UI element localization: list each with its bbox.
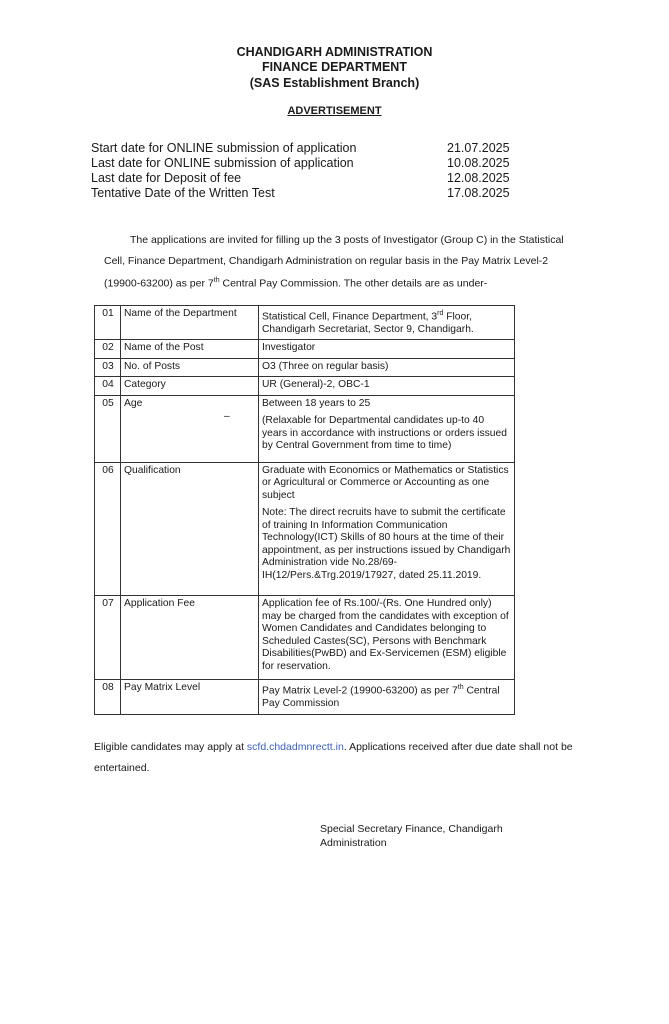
- row-label: Pay Matrix Level: [121, 680, 259, 714]
- eligible-text-b: . Applications received after due date shall not be entertained.: [94, 741, 573, 774]
- header-organisation: CHANDIGARH ADMINISTRATION: [236, 45, 433, 59]
- row-value: Graduate with Economics or Mathematics or Statistics or Agricultural or Commerce or Accounting as one subject Note: The direct recruits have to submit the certificate of training In Information Communication Technology(ICT) Skills of 80 hours at the time of their appointment, as per instructions issued by Chandigarh Administration vide No.28/69-IH(12/Pers.&Trg.2019/17927, dated 25.11.2019.: [259, 462, 515, 596]
- schedule-row: [91, 156, 531, 171]
- schedule-date: 17.08.2025: [447, 186, 510, 200]
- table-row: [95, 340, 515, 359]
- schedule-row: [91, 171, 531, 186]
- application-website-link[interactable]: scfd.chdadmnrectt.in: [246, 741, 344, 753]
- row-number: 03: [95, 358, 121, 377]
- row-label: Name of the Department: [121, 306, 259, 340]
- table-row: [95, 680, 515, 714]
- schedule-date: 21.07.2025: [447, 141, 510, 155]
- header-branch: (SAS Establishment Branch): [249, 76, 420, 90]
- schedule-row: [91, 186, 531, 201]
- signature-line-1: Special Secretary Finance, Chandigarh: [320, 823, 503, 835]
- row-number: 05: [95, 395, 121, 462]
- row-label: Qualification: [121, 462, 259, 596]
- schedule-label: Last date for ONLINE submission of application: [91, 156, 354, 170]
- row-label: Name of the Post: [121, 340, 259, 359]
- eligible-text-a: Eligible candidates may apply at: [94, 741, 247, 753]
- advertisement-title: [0, 105, 669, 117]
- intro-text-b: Central Pay Commission. The other details are as under-: [219, 277, 488, 290]
- schedule-label: Start date for ONLINE submission of application: [91, 141, 357, 155]
- header-department: FINANCE DEPARTMENT: [262, 60, 407, 74]
- details-table: [94, 305, 515, 715]
- table-row: [95, 462, 515, 596]
- eligibility-paragraph: [94, 737, 574, 779]
- row-label: Application Fee: [121, 596, 259, 680]
- row-label: No. of Posts: [121, 358, 259, 377]
- table-row: [95, 377, 515, 396]
- row-number: 07: [95, 596, 121, 680]
- row-label: Age –: [121, 395, 259, 462]
- signature-line-2: Administration: [320, 837, 387, 849]
- row-value: Between 18 years to 25 (Relaxable for Departmental candidates up-to 40 years in accordance with instructions or orders issued by Central Government from time to time): [259, 395, 515, 462]
- row-value: Pay Matrix Level-2 (19900-63200) as per 7th Central Pay Commission: [259, 680, 515, 714]
- row-number: 02: [95, 340, 121, 359]
- row-value: Application fee of Rs.100/-(Rs. One Hundred only) may be charged from the candidates with exception of Women Candidates and Candidates belonging to Scheduled Castes(SC), Persons with Benchmark Disabilities(PwBD) and Ex-Servicemen (ESM) eligible for reservation.: [259, 596, 515, 680]
- row-label: Category: [121, 377, 259, 396]
- row-number: 06: [95, 462, 121, 596]
- schedule-date: 10.08.2025: [447, 156, 510, 170]
- intro-sup: th: [213, 277, 220, 284]
- row-number: 04: [95, 377, 121, 396]
- intro-paragraph: [104, 230, 574, 294]
- schedule-row: [91, 141, 531, 156]
- row-number: 08: [95, 680, 121, 714]
- schedule-date: 12.08.2025: [447, 171, 510, 185]
- row-value: Statistical Cell, Finance Department, 3rd Floor, Chandigarh Secretariat, Sector 9, Chandigarh.: [259, 306, 515, 340]
- row-value: O3 (Three on regular basis): [259, 358, 515, 377]
- row-number: 01: [95, 306, 121, 340]
- table-row: [95, 395, 515, 462]
- qualification-note: Note: The direct recruits have to submit the certificate of training In Information Communication Technology(ICT) Skills of 80 hours at the time of their appointment, as per instructions issued by Chandigarh Administration vide No.28/69-IH(12/Pers.&Trg.2019/17927, dated 25.11.2019.: [262, 507, 511, 581]
- schedule-list: [91, 141, 531, 201]
- signature-block: [320, 822, 560, 850]
- dash-mark: –: [224, 411, 230, 423]
- age-relaxation-note: (Relaxable for Departmental candidates up-to 40 years in accordance with instructions or orders issued by Central Government from time to time): [262, 415, 507, 452]
- row-value: UR (General)-2, OBC-1: [259, 377, 515, 396]
- row-value: Investigator: [259, 340, 515, 359]
- advertisement-title-text: ADVERTISEMENT: [287, 105, 382, 117]
- table-row: [95, 596, 515, 680]
- table-row: [95, 306, 515, 340]
- schedule-label: Last date for Deposit of fee: [91, 171, 242, 185]
- table-row: [95, 358, 515, 377]
- intro-text-a: The applications are invited for filling up the 3 posts of Investigator (Group C) in the Statistical Cell, Finance Department, Chandigarh Administration on regular basis in the Pay Matrix Level-2 (19900-63200) as per 7: [104, 234, 564, 290]
- schedule-label: Tentative Date of the Written Test: [91, 186, 275, 200]
